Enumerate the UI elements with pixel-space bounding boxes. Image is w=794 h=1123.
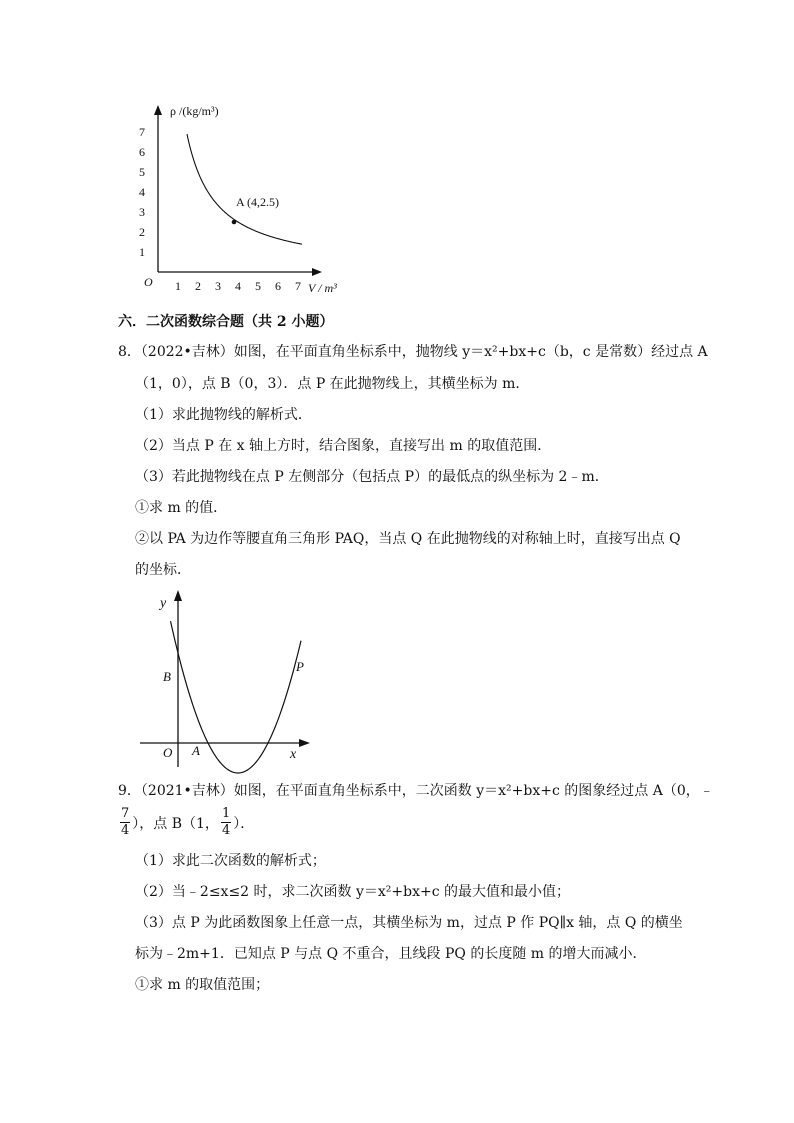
graph1-x-tick-label: 3 xyxy=(215,279,221,293)
q9-line2-end: ）． xyxy=(233,815,255,832)
graph1-x-axis-label: V / m³ xyxy=(308,281,337,295)
graph1-point-a xyxy=(232,220,237,225)
q8-part1: （1）求此抛物线的解析式． xyxy=(135,407,312,423)
graph1-x-tick-label: 5 xyxy=(255,279,261,293)
q9-frac1-numerator: 7 xyxy=(121,806,130,821)
q9-part1: （1）求此二次函数的解析式； xyxy=(135,853,326,869)
graph2-label-b: B xyxy=(163,669,171,684)
graph1-y-tick-label: 6 xyxy=(139,145,145,159)
graph1-y-tick-label: 7 xyxy=(139,125,145,139)
graph1-y-axis-label: ρ /(kg/m³) xyxy=(170,104,219,118)
graph1-x-tick-label: 2 xyxy=(195,279,201,293)
graph1-y-tick-label: 5 xyxy=(139,165,145,179)
graph1-x-tick-label: 7 xyxy=(295,279,301,293)
graph2-y-arrow xyxy=(174,590,182,601)
q8-part3: （3）若此抛物线在点 P 左侧部分（包括点 P）的最低点的纵坐标为 2﹣m． xyxy=(135,469,609,485)
graph1-y-tick-label: 4 xyxy=(139,185,145,199)
q9-part3-line2: 标为﹣2m+1．已知点 P 与点 Q 不重合，且线段 PQ 的长度随 m 的增大而减小． xyxy=(135,946,647,962)
q9-frac2-denominator: 4 xyxy=(221,823,231,838)
density-volume-graph xyxy=(130,100,360,300)
q8-part3b-line1: ②以 PA 为边作等腰直角三角形 PAQ，当点 Q 在此抛物线的对称轴上时，直接写出点 Q xyxy=(135,531,681,547)
graph1-x-tick-label: 6 xyxy=(275,279,281,293)
q9-line2-mid: ），点 B（1， xyxy=(132,815,219,832)
graph2-label-p: P xyxy=(296,659,304,674)
q9-frac1-denominator: 4 xyxy=(121,823,130,838)
graph1-x-arrow xyxy=(312,268,322,276)
q8-line2: （1，0），点 B（0，3）．点 P 在此抛物线上，其横坐标为 m． xyxy=(135,376,530,392)
graph1-y-tick-label: 3 xyxy=(139,205,145,219)
q9-line2 xyxy=(118,806,254,839)
q9-frac2-numerator: 1 xyxy=(221,806,231,821)
graph1-curve xyxy=(187,134,302,244)
q8-part3b-line2: 的坐标． xyxy=(135,562,191,578)
graph1-y-arrow xyxy=(154,105,162,115)
graph2-label-a: A xyxy=(192,743,200,758)
graph1-point-a-label: A (4,2.5) xyxy=(236,195,279,209)
q9-line1: 9．（2021•吉林）如图，在平面直角坐标系中，二次函数 y＝x²+bx+c 的图象经过点 A（0，﹣ xyxy=(118,783,714,799)
q9-part3-line1: （3）点 P 为此函数图象上任意一点，其横坐标为 m，过点 P 作 PQ∥x 轴，点 Q 的横坐 xyxy=(135,915,683,931)
q9-part3a: ①求 m 的取值范围； xyxy=(135,977,270,993)
q9-fraction-seven-quarters xyxy=(120,806,130,839)
graph1-x-tick-label: 1 xyxy=(175,279,181,293)
graph1-y-tick-label: 1 xyxy=(139,245,145,259)
graph2-x-arrow xyxy=(299,739,310,747)
graph1-origin-label: O xyxy=(144,275,153,289)
q9-fraction-one-quarter xyxy=(221,806,231,839)
graph1-y-tick-label: 2 xyxy=(139,225,145,239)
q8-part3a: ①求 m 的值． xyxy=(135,500,228,516)
graph2-y-label: y xyxy=(160,596,167,611)
q8-part2: （2）当点 P 在 x 轴上方时，结合图象，直接写出 m 的取值范围． xyxy=(135,438,552,454)
section-heading: 六．二次函数综合题（共 2 小题） xyxy=(118,314,334,330)
parabola-graph xyxy=(130,585,330,775)
q9-part2: （2）当﹣2≤x≤2 时，求二次函数 y＝x²+bx+c 的最大值和最小值； xyxy=(135,884,571,900)
graph2-parabola xyxy=(171,621,302,773)
graph2-origin-label: O xyxy=(163,745,173,760)
graph2-x-label: x xyxy=(290,747,297,762)
graph1-x-tick-label: 4 xyxy=(235,279,241,293)
q8-line1: 8．（2022•吉林）如图，在平面直角坐标系中，抛物线 y＝x²+bx+c（b，c 是常数）经过点 A xyxy=(118,344,708,360)
